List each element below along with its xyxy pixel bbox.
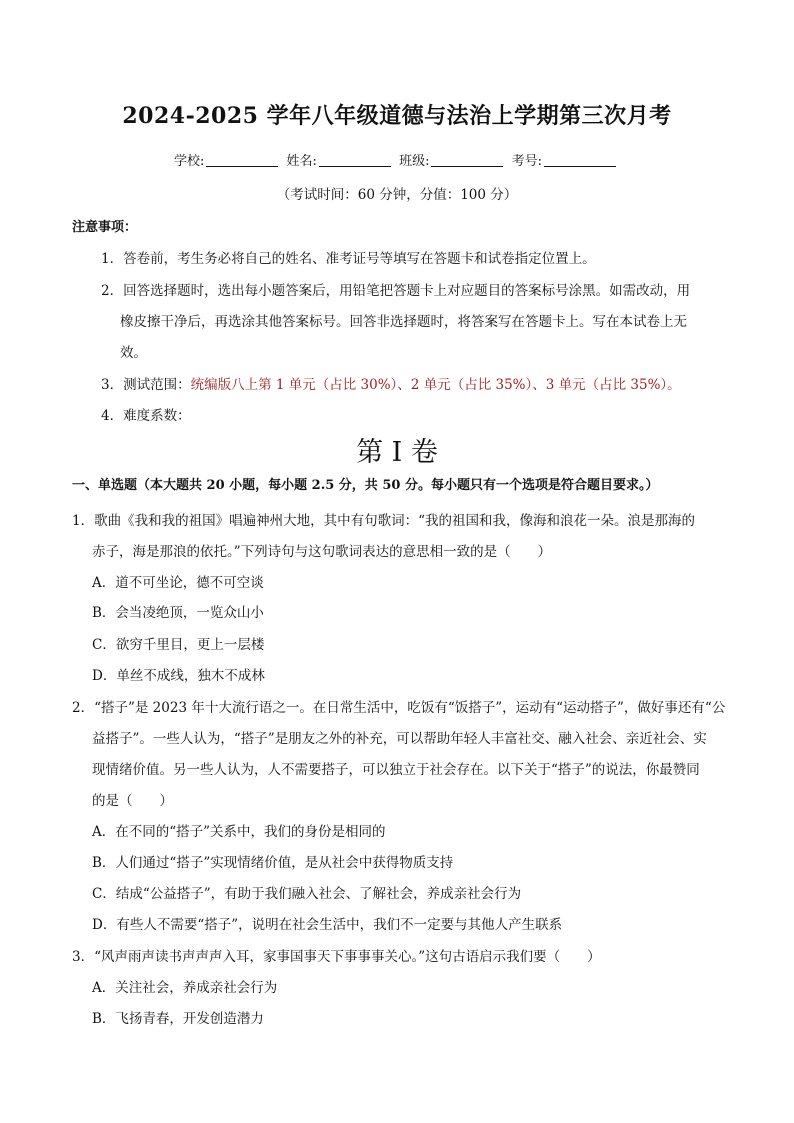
scope-label: 3．测试范围： bbox=[101, 377, 191, 393]
option[interactable]: D．单丝不成线，独木不成林 bbox=[92, 668, 265, 684]
question-stem: 2．“搭子”是 2023 年十大流行语之一。在日常生活中，吃饭有“饭搭子”，运动有“运动搭子”，做好事还有“公 bbox=[72, 700, 726, 716]
question-stem: 益搭子”。一些人认为，“搭子”是朋友之外的补充，可以帮助年轻人丰富社交、融入社会、亲近社会、实 bbox=[92, 731, 707, 747]
section-heading: 一、单选题（本大题共 20 小题，每小题 2.5 分，共 50 分。每小题只有一个选项是符合题目要求。） bbox=[72, 478, 659, 493]
name-blank[interactable] bbox=[319, 154, 391, 167]
id-label: 考号: bbox=[511, 154, 542, 169]
option[interactable]: B．飞扬青春，开发创造潜力 bbox=[92, 1011, 264, 1027]
scope-value: 统编版八上第 1 单元（占比 30%）、2 单元（占比 35%）、3 单元（占比 35%）。 bbox=[190, 377, 681, 393]
option[interactable]: A．道不可坐论，德不可空谈 bbox=[92, 575, 264, 591]
volume-title: 第 I 卷 bbox=[356, 437, 438, 468]
id-blank[interactable] bbox=[544, 154, 616, 167]
question-stem: 1．歌曲《我和我的祖国》唱遍神州大地，其中有句歌词：“我的祖国和我，像海和浪花一朵。浪是那海的 bbox=[72, 513, 695, 529]
school-label: 学校: bbox=[174, 154, 205, 169]
option[interactable]: A．在不同的“搭子”关系中，我们的身份是相同的 bbox=[92, 824, 386, 840]
option[interactable]: B．人们通过“搭子”实现情绪价值，是从社会中获得物质支持 bbox=[92, 855, 454, 871]
exam-time-info: （考试时间：60 分钟，分值：100 分） bbox=[276, 187, 518, 203]
exam-title: 2024-2025 学年八年级道德与法治上学期第三次月考 bbox=[122, 103, 672, 129]
note-item: 橡皮擦干净后，再选涂其他答案标号。回答非选择题时，将答案写在答题卡上。写在本试卷上无 bbox=[120, 314, 687, 330]
option[interactable]: C．结成“公益搭子”，有助于我们融入社会、了解社会，养成亲社会行为 bbox=[92, 886, 522, 902]
note-item: 1．答卷前，考生务必将自己的姓名、准考证号等填写在答题卡和试卷指定位置上。 bbox=[101, 251, 596, 267]
note-item bbox=[101, 373, 681, 393]
class-blank[interactable] bbox=[431, 154, 503, 167]
option[interactable]: B．会当凌绝顶，一览众山小 bbox=[92, 605, 264, 621]
question-stem: 赤子，海是那浪的依托。”下列诗句与这句歌词表达的意思相一致的是（ ） bbox=[92, 544, 552, 560]
option[interactable]: A．关注社会，养成亲社会行为 bbox=[92, 980, 278, 996]
question-stem: 现情绪价值。另一些人认为，人不需要搭子，可以独立于社会存在。以下关于“搭子”的说法，你最赞同 bbox=[92, 762, 700, 778]
note-item: 4．难度系数： bbox=[101, 408, 191, 424]
note-item: 2．回答选择题时，选出每小题答案后，用铅笔把答题卡上对应题目的答案标号涂黑。如需改动，用 bbox=[101, 283, 691, 299]
question-stem: 3．“风声雨声读书声声声入耳，家事国事天下事事事关心。”这句古语启示我们要（ ） bbox=[72, 949, 601, 965]
option[interactable]: D．有些人不需要“搭子”，说明在社会生活中，我们不一定要与其他人产生联系 bbox=[92, 917, 563, 933]
name-label: 姓名: bbox=[286, 154, 317, 169]
notes-heading: 注意事项： bbox=[72, 220, 138, 235]
class-label: 班级: bbox=[399, 154, 430, 169]
option[interactable]: C．欲穷千里目，更上一层楼 bbox=[92, 637, 265, 653]
question-stem: 的是（ ） bbox=[92, 793, 173, 809]
school-blank[interactable] bbox=[206, 154, 278, 167]
note-item: 效。 bbox=[120, 345, 147, 361]
student-info-row bbox=[0, 150, 794, 169]
